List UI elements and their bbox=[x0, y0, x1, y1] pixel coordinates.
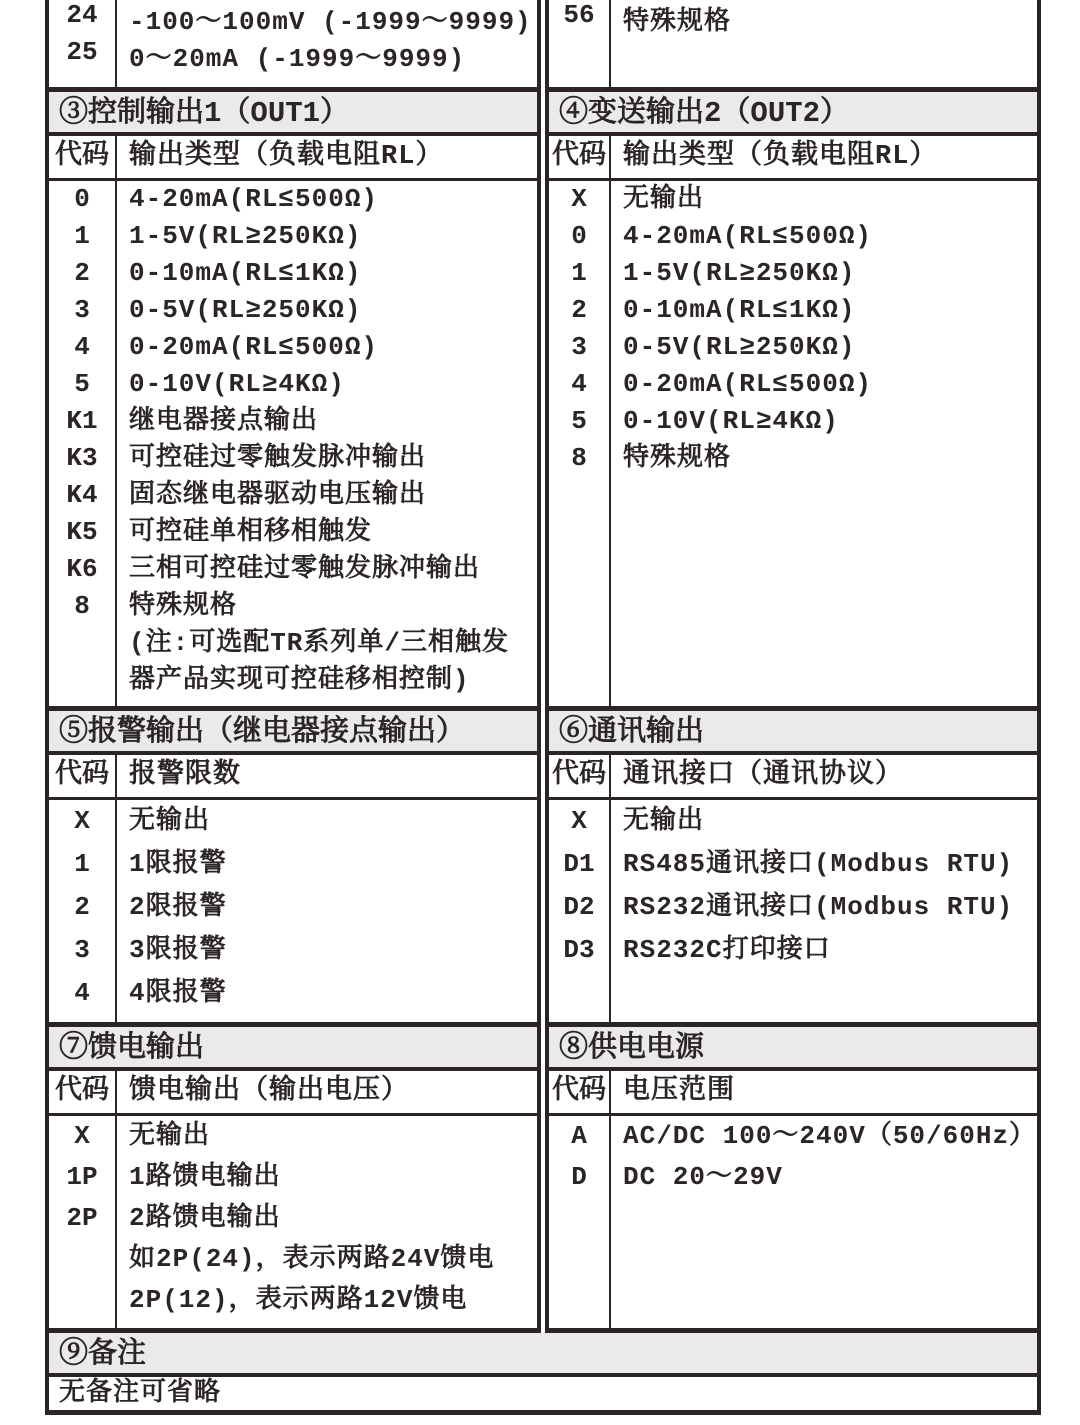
table-row bbox=[49, 329, 537, 366]
code-header-cell: 代码 bbox=[549, 1071, 611, 1113]
column-header-row bbox=[49, 136, 537, 181]
table-row bbox=[49, 625, 537, 662]
row-code-cell: K4 bbox=[49, 477, 117, 514]
row-code-cell: 4 bbox=[49, 329, 117, 366]
row-desc-cell: 2P(12)，表示两路12V馈电 bbox=[129, 1285, 468, 1315]
section-pair-2 bbox=[45, 711, 1041, 1027]
row-code-cell: D3 bbox=[549, 929, 611, 972]
table-row bbox=[549, 1157, 1037, 1198]
row-desc-cell: 0-5V(RL≥250KΩ) bbox=[129, 295, 362, 325]
row-code-cell bbox=[49, 1280, 117, 1321]
table-row bbox=[49, 255, 537, 292]
row-code-cell bbox=[49, 662, 117, 699]
row-desc-cell: 如2P(24)，表示两路24V馈电 bbox=[129, 1244, 495, 1274]
row-desc-cell: 0-10V(RL≥4KΩ) bbox=[129, 369, 345, 399]
row-code-cell: K6 bbox=[49, 551, 117, 588]
row-code-cell: 0 bbox=[549, 218, 611, 255]
row-desc-cell: 0-20mA(RL≤500Ω) bbox=[129, 332, 379, 362]
row-code-cell: 1 bbox=[549, 255, 611, 292]
table-row bbox=[49, 292, 537, 329]
row-code-cell bbox=[49, 1239, 117, 1280]
row-desc-cell: 无输出 bbox=[129, 1121, 211, 1151]
row-desc-cell: 0～20mA (-1999～9999) bbox=[129, 44, 466, 74]
row-desc-cell: 可控硅单相移相触发 bbox=[129, 517, 373, 547]
filler-desc-cell bbox=[611, 37, 1037, 87]
table-filler bbox=[49, 1015, 537, 1022]
row-code-cell: 25 bbox=[49, 37, 117, 74]
row-desc-cell: 特殊规格 bbox=[129, 591, 238, 621]
table-body bbox=[49, 800, 537, 1022]
section-band bbox=[549, 1027, 1037, 1071]
desc-header-cell: 输出类型（负载电阻RL） bbox=[623, 142, 938, 172]
section-number: ⑨ bbox=[59, 1338, 89, 1371]
row-code-cell: X bbox=[549, 181, 611, 218]
filler-code-cell bbox=[49, 1015, 117, 1022]
table-filler bbox=[49, 1321, 537, 1328]
table-filler bbox=[49, 699, 537, 706]
row-code-cell: 3 bbox=[549, 329, 611, 366]
column-header-row bbox=[49, 755, 537, 800]
table-row bbox=[49, 440, 537, 477]
table-row bbox=[49, 588, 537, 625]
row-desc-cell: (注:可选配TR系列单/三相触发 bbox=[129, 628, 510, 658]
table-body bbox=[49, 1116, 537, 1328]
table-row bbox=[49, 514, 537, 551]
column-header-row bbox=[549, 755, 1037, 800]
table-row bbox=[49, 403, 537, 440]
table-row bbox=[549, 366, 1037, 403]
comm-output-section bbox=[545, 711, 1041, 1027]
row-desc-cell: 继电器接点输出 bbox=[129, 406, 319, 436]
table-row bbox=[549, 929, 1037, 972]
row-code-cell: 56 bbox=[549, 0, 611, 37]
filler-desc-cell bbox=[611, 477, 1037, 706]
row-desc-cell: 无输出 bbox=[623, 806, 705, 836]
table-body bbox=[49, 181, 537, 706]
row-desc-cell: 特殊规格 bbox=[623, 7, 732, 37]
row-desc-cell: -100～100mV (-1999～9999) bbox=[129, 7, 532, 37]
row-desc-cell: 0-10mA(RL≤1KΩ) bbox=[129, 258, 362, 288]
column-header-row bbox=[549, 1071, 1037, 1116]
column-header-row bbox=[49, 1071, 537, 1116]
power-supply-section bbox=[545, 1027, 1041, 1333]
desc-header-cell: 输出类型（负载电阻RL） bbox=[129, 142, 444, 172]
code-header-cell: 代码 bbox=[549, 755, 611, 797]
table-row bbox=[49, 37, 537, 74]
section-number: ⑤ bbox=[59, 716, 89, 749]
section-band bbox=[549, 92, 1037, 136]
row-code-cell: X bbox=[49, 1116, 117, 1157]
row-desc-cell: 1限报警 bbox=[129, 849, 227, 879]
table-row bbox=[549, 843, 1037, 886]
section-number: ⑥ bbox=[559, 716, 589, 749]
input-range-partial-row bbox=[45, 0, 1041, 92]
table-filler bbox=[549, 37, 1037, 87]
table-filler bbox=[549, 1198, 1037, 1328]
row-code-cell: 3 bbox=[49, 292, 117, 329]
table-row bbox=[549, 0, 1037, 37]
remark-band bbox=[49, 1333, 1037, 1377]
row-code-cell: D bbox=[549, 1157, 611, 1198]
section-title: 备注 bbox=[88, 1338, 147, 1371]
row-desc-cell: 4-20mA(RL≤500Ω) bbox=[129, 184, 379, 214]
row-code-cell: 2 bbox=[49, 255, 117, 292]
code-header-cell: 代码 bbox=[49, 136, 117, 178]
row-code-cell: X bbox=[549, 800, 611, 843]
feed-output-section bbox=[45, 1027, 541, 1333]
row-code-cell: 5 bbox=[549, 403, 611, 440]
table-row bbox=[49, 929, 537, 972]
section-title: 馈电输出 bbox=[88, 1032, 205, 1065]
remark-section bbox=[45, 1333, 1041, 1415]
row-code-cell: X bbox=[49, 800, 117, 843]
table-row bbox=[49, 551, 537, 588]
filler-desc-cell bbox=[117, 1321, 537, 1328]
table-filler bbox=[549, 477, 1037, 706]
row-code-cell: 8 bbox=[549, 440, 611, 477]
section-pair-1 bbox=[45, 92, 1041, 711]
filler-code-cell bbox=[549, 477, 611, 706]
table-filler bbox=[49, 74, 537, 87]
remark-text: 无备注可省略 bbox=[59, 1378, 222, 1408]
table-row bbox=[49, 800, 537, 843]
filler-code-cell bbox=[49, 1321, 117, 1328]
filler-desc-cell bbox=[611, 972, 1037, 1022]
row-desc-cell: 2限报警 bbox=[129, 892, 227, 922]
filler-desc-cell bbox=[117, 1015, 537, 1022]
table-row bbox=[49, 886, 537, 929]
section-band bbox=[549, 711, 1037, 755]
row-code-cell: K5 bbox=[49, 514, 117, 551]
desc-header-cell: 电压范围 bbox=[623, 1077, 735, 1107]
table-row bbox=[49, 0, 537, 37]
row-desc-cell: 4-20mA(RL≤500Ω) bbox=[623, 221, 873, 251]
row-desc-cell: 2路馈电输出 bbox=[129, 1203, 281, 1233]
table-row bbox=[549, 181, 1037, 218]
row-desc-cell: 1路馈电输出 bbox=[129, 1162, 281, 1192]
row-desc-cell: 0-10mA(RL≤1KΩ) bbox=[623, 295, 856, 325]
row-code-cell: 4 bbox=[49, 972, 117, 1015]
filler-desc-cell bbox=[117, 74, 537, 87]
row-code-cell: 4 bbox=[549, 366, 611, 403]
section-title: 供电电源 bbox=[588, 1032, 705, 1065]
row-desc-cell: 3限报警 bbox=[129, 935, 227, 965]
row-code-cell: D1 bbox=[549, 843, 611, 886]
filler-code-cell bbox=[549, 1198, 611, 1328]
table-row bbox=[49, 972, 537, 1015]
table-row bbox=[549, 255, 1037, 292]
desc-header-cell: 报警限数 bbox=[129, 761, 241, 791]
row-desc-cell: 无输出 bbox=[623, 184, 705, 214]
row-desc-cell: RS485通讯接口(Modbus RTU) bbox=[623, 849, 1014, 879]
table-row bbox=[49, 1239, 537, 1280]
row-desc-cell: 1-5V(RL≥250KΩ) bbox=[623, 258, 856, 288]
table-body bbox=[549, 800, 1037, 1022]
row-desc-cell: RS232通讯接口(Modbus RTU) bbox=[623, 892, 1014, 922]
row-desc-cell: 可控硅过零触发脉冲输出 bbox=[129, 443, 427, 473]
row-code-cell: 2P bbox=[49, 1198, 117, 1239]
row-desc-cell: 特殊规格 bbox=[623, 443, 732, 473]
table-row bbox=[49, 1116, 537, 1157]
table-body bbox=[549, 181, 1037, 706]
table-row bbox=[49, 1280, 537, 1321]
table-body bbox=[549, 0, 1037, 87]
code-header-cell: 代码 bbox=[49, 755, 117, 797]
code-header-cell: 代码 bbox=[549, 136, 611, 178]
section-band bbox=[49, 711, 537, 755]
section-band bbox=[49, 92, 537, 136]
table-row bbox=[549, 292, 1037, 329]
row-code-cell: 0 bbox=[49, 181, 117, 218]
table-body bbox=[49, 0, 537, 87]
column-header-row bbox=[549, 136, 1037, 181]
table-row bbox=[49, 477, 537, 514]
code-header-cell: 代码 bbox=[49, 1071, 117, 1113]
row-desc-cell: 0-5V(RL≥250KΩ) bbox=[623, 332, 856, 362]
row-code-cell: 1 bbox=[49, 843, 117, 886]
row-desc-cell: 固态继电器驱动电压输出 bbox=[129, 480, 427, 510]
input-range-table-left-partial bbox=[45, 0, 541, 92]
table-row bbox=[549, 218, 1037, 255]
filler-code-cell bbox=[49, 699, 117, 706]
filler-desc-cell bbox=[611, 1198, 1037, 1328]
table-row bbox=[549, 886, 1037, 929]
section-number: ⑧ bbox=[559, 1032, 589, 1065]
row-code-cell: D2 bbox=[549, 886, 611, 929]
row-code-cell: 2 bbox=[49, 886, 117, 929]
row-desc-cell: 0-10V(RL≥4KΩ) bbox=[623, 406, 839, 436]
transmit-output2-section bbox=[545, 92, 1041, 711]
row-desc-cell: 无输出 bbox=[129, 806, 211, 836]
section-title: 变送输出2（OUT2） bbox=[588, 97, 850, 130]
row-desc-cell: 三相可控硅过零触发脉冲输出 bbox=[129, 554, 481, 584]
table-row bbox=[49, 366, 537, 403]
row-code-cell: K3 bbox=[49, 440, 117, 477]
control-output1-section bbox=[45, 92, 541, 711]
row-desc-cell: RS232C打印接口 bbox=[623, 935, 831, 965]
table-row bbox=[549, 1116, 1037, 1157]
row-code-cell: 8 bbox=[49, 588, 117, 625]
section-pair-3 bbox=[45, 1027, 1041, 1333]
row-code-cell: 3 bbox=[49, 929, 117, 972]
table-body bbox=[549, 1116, 1037, 1328]
section-title: 报警输出（继电器接点输出） bbox=[88, 716, 466, 749]
table-row bbox=[549, 403, 1037, 440]
table-row bbox=[49, 181, 537, 218]
row-desc-cell: DC 20～29V bbox=[623, 1162, 783, 1192]
row-desc-cell: 1-5V(RL≥250KΩ) bbox=[129, 221, 362, 251]
section-number: ③ bbox=[59, 97, 89, 130]
row-code-cell: 1 bbox=[49, 218, 117, 255]
row-desc-cell: AC/DC 100～240V（50/60Hz） bbox=[623, 1121, 1037, 1151]
row-code-cell: 5 bbox=[49, 366, 117, 403]
alarm-output-section bbox=[45, 711, 541, 1027]
filler-code-cell bbox=[549, 37, 611, 87]
filler-code-cell bbox=[549, 972, 611, 1022]
row-code-cell: A bbox=[549, 1116, 611, 1157]
row-desc-cell: 4限报警 bbox=[129, 978, 227, 1008]
table-filler bbox=[549, 972, 1037, 1022]
table-row bbox=[549, 329, 1037, 366]
table-row bbox=[549, 800, 1037, 843]
section-number: ⑦ bbox=[59, 1032, 89, 1065]
filler-desc-cell bbox=[117, 699, 537, 706]
table-row bbox=[49, 1157, 537, 1198]
row-code-cell: 2 bbox=[549, 292, 611, 329]
row-desc-cell: 器产品实现可控硅移相控制) bbox=[129, 665, 470, 695]
row-code-cell: 1P bbox=[49, 1157, 117, 1198]
section-band bbox=[49, 1027, 537, 1071]
desc-header-cell: 馈电输出（输出电压） bbox=[129, 1077, 409, 1107]
filler-code-cell bbox=[49, 74, 117, 87]
input-range-table-right-partial bbox=[545, 0, 1041, 92]
desc-header-cell: 通讯接口（通讯协议） bbox=[623, 761, 903, 791]
row-code-cell bbox=[49, 625, 117, 662]
table-row bbox=[549, 440, 1037, 477]
row-code-cell: K1 bbox=[49, 403, 117, 440]
table-row bbox=[49, 662, 537, 699]
row-desc-cell: 0-20mA(RL≤500Ω) bbox=[623, 369, 873, 399]
row-code-cell: 24 bbox=[49, 0, 117, 37]
section-number: ④ bbox=[559, 97, 589, 130]
table-row bbox=[49, 218, 537, 255]
table-row bbox=[49, 1198, 537, 1239]
section-title: 通讯输出 bbox=[588, 716, 705, 749]
table-row bbox=[49, 843, 537, 886]
section-title: 控制输出1（OUT1） bbox=[88, 97, 350, 130]
